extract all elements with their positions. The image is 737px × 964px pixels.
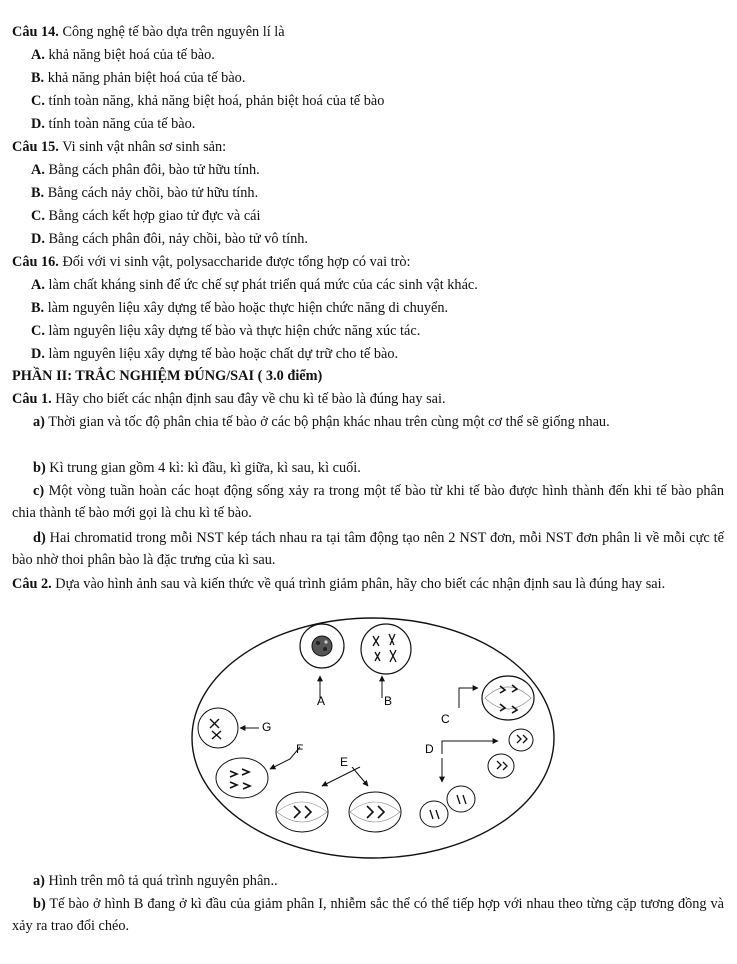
q15-option-a: A. Bằng cách phân đôi, bào tử hữu tính. [31, 162, 260, 178]
q16-option-b: B. làm nguyên liệu xây dựng tế bào hoặc thực hiện chức năng di chuyển. [31, 300, 449, 316]
q16-option-d: D. làm nguyên liệu xây dựng tế bào hoặc chất dự trữ cho tế bào. [31, 346, 399, 362]
c1-statement-d: d) Hai chromatid trong mỗi NST kép tách nhau ra tại tâm động tạo nên 2 NST đơn, mỗi NST đơn phân li về mỗi cực tế bào nhờ thoi phân bào là đặc trưng của kì sau. [12, 530, 724, 568]
label-f: F [296, 742, 304, 756]
label-d: D [425, 742, 434, 756]
cell-d-image [488, 729, 533, 778]
q14-option-a: A. khả năng biệt hoá của tế bào. [31, 47, 215, 63]
cell-pair-bottom-right [420, 786, 475, 827]
q15-option-d: D. Bằng cách phân đôi, nảy chồi, bào tử vô tính. [31, 231, 308, 247]
part2-title: PHẦN II: TRẮC NGHIỆM ĐÚNG/SAI ( 3.0 điểm) [12, 368, 323, 384]
label-b: B [384, 694, 393, 708]
cell-f-image [216, 758, 268, 798]
c1-stem: Câu 1. Hãy cho biết các nhận định sau đây về chu kì tế bào là đúng hay sai. [12, 391, 446, 407]
cell-a-image [300, 624, 344, 668]
c2-stem: Câu 2. Dựa vào hình ảnh sau và kiến thức về quá trình giảm phân, hãy cho biết các nhận định sau là đúng hay sai. [12, 576, 666, 592]
label-e: E [340, 755, 349, 769]
c2-statement-a: a) Hình trên mô tả quá trình nguyên phân.. [33, 873, 278, 889]
c1-statement-c: c) Một vòng tuần hoàn các hoạt động sống xảy ra trong một tế bào từ khi tế bào được hình thành đến khi tế bào phân chia thành tế bào mới gọi là chu kì tế bào. [12, 483, 724, 521]
cell-e-image [349, 792, 401, 832]
q16-stem: Câu 16. Đối với vi sinh vật, polysaccharide được tổng hợp có vai trò: [12, 254, 411, 270]
c1-statement-a: a) Thời gian và tốc độ phân chia tế bào ở các bộ phận khác nhau trên cùng một cơ thể sẽ giống nhau. [33, 414, 610, 430]
q14-stem: Câu 14. Công nghệ tế bào dựa trên nguyên lí là [12, 24, 285, 40]
q15-stem: Câu 15. Vi sinh vật nhân sơ sinh sản: [12, 139, 227, 155]
cell-b-image [361, 624, 411, 674]
c1-statement-b: b) Kì trung gian gồm 4 kì: kì đầu, kì giữa, kì sau, kì cuối. [33, 460, 361, 476]
q16-option-a: A. làm chất kháng sinh để ức chế sự phát triển quá mức của các sinh vật khác. [31, 277, 478, 293]
cell-c-image [482, 676, 534, 720]
label-g: G [262, 720, 272, 734]
q15-option-b: B. Bằng cách nảy chồi, bào tử hữu tính. [31, 185, 259, 201]
q15-option-c: C. Bằng cách kết hợp giao tử đực và cái [31, 208, 261, 224]
q14-option-d: D. tính toàn năng của tế bào. [31, 116, 196, 132]
meiosis-diagram [190, 616, 556, 860]
c2-statement-b: b) Tế bào ở hình B đang ở kì đầu của giảm phân I, nhiễm sắc thể có thể tiếp hợp với nhau theo từng cặp tương đồng và xảy ra trao đổi chéo. [12, 896, 724, 934]
cell-g-image [198, 708, 238, 748]
q16-option-c: C. làm nguyên liệu xây dựng tế bào và thực hiện chức năng xúc tác. [31, 323, 421, 339]
label-c: C [441, 712, 450, 726]
q14-option-b: B. khả năng phản biệt hoá của tế bào. [31, 70, 246, 86]
cycle-arrows [240, 676, 498, 786]
label-a: A [317, 694, 326, 708]
cell-left-bottom-image [276, 792, 328, 832]
q14-option-c: C. tính toàn năng, khả năng biệt hoá, phản biệt hoá của tế bào [31, 93, 385, 109]
